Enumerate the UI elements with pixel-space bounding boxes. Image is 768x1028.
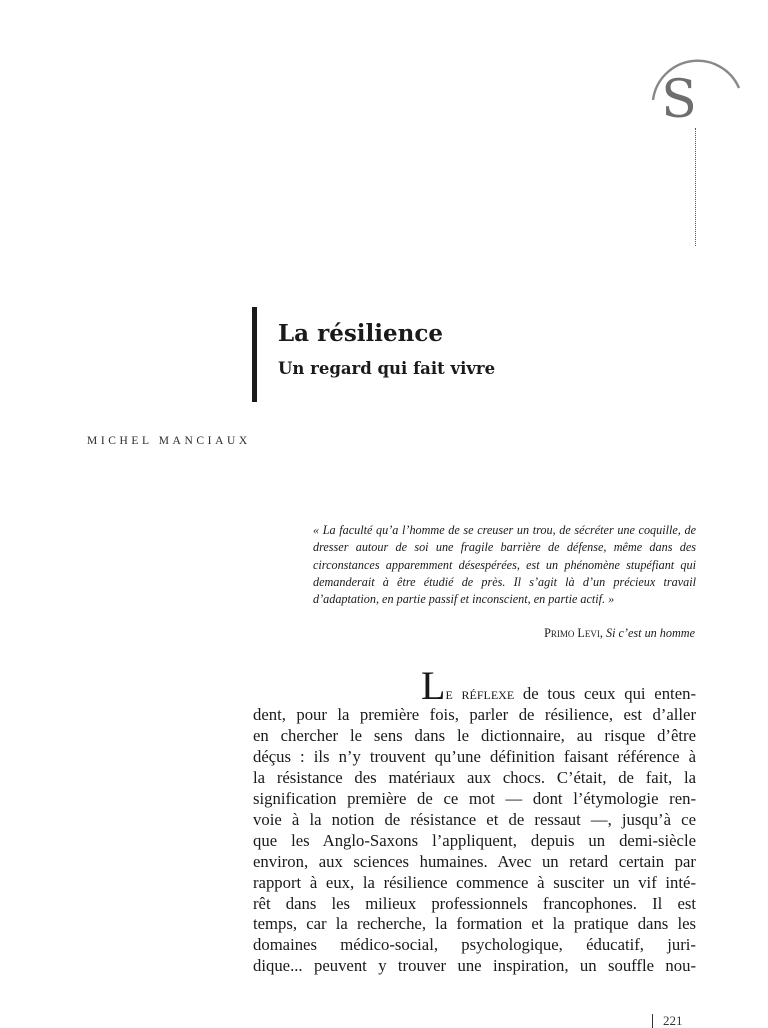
body-line: déçus : ils n’y trouvent qu’une définition faisant référence à [253, 746, 696, 766]
body-line: dent, pour la première fois, parler de résilience, est d’aller [253, 704, 696, 724]
article-title: La résilience [278, 320, 443, 347]
body-line: signification première de ce mot — dont l’étymologie ren- [253, 788, 696, 808]
body-line: environ, aux sciences humaines. Avec un retard certain par [253, 851, 696, 871]
section-letter-ornament [645, 40, 743, 130]
drop-cap: L [421, 663, 446, 708]
attribution-work: Si c’est un homme [605, 626, 695, 640]
attribution-separator: , [599, 626, 606, 640]
lead-smallcaps: e réflexe [445, 684, 515, 703]
body-line: dique... peuvent y trouver une inspiration, un souffle nou- [253, 956, 696, 976]
dotted-rule [695, 128, 696, 246]
section-letter: S [661, 70, 697, 130]
body-line: en chercher le sens dans le dictionnaire, au risque d’être [253, 725, 696, 745]
body-line: domaines médico-social, psychologique, éducatif, juri- [253, 935, 696, 955]
body-line: la résistance des matériaux aux chocs. C’était, de fait, la [253, 767, 696, 787]
body-paragraph [253, 663, 696, 977]
epigraph-attribution [544, 626, 695, 641]
body-line: voie à la notion de résistance et de ressaut —, jusqu’à ce [253, 809, 696, 829]
body-line: rêt dans les milieux professionnels francophones. Il est [253, 893, 696, 913]
first-line-text: de tous ceux qui enten- [514, 684, 696, 703]
article-subtitle: Un regard qui fait vivre [278, 359, 496, 378]
page-number: 221 [652, 1014, 683, 1028]
body-line: que les Anglo-Saxons l’appliquent, depuis un demi-siècle [253, 830, 696, 850]
body-line: rapport à eux, la résilience commence à susciter un vif inté- [253, 872, 696, 892]
title-bar [252, 307, 257, 402]
epigraph-quote: « La faculté qu’a l’homme de se creuser un trou, de sécréter une coquille, de dresser autour de soi une fragile barrière de défense, même dans des circonstances apparemment désespérées, est un phénomène stupéfiant qui demanderait à être étudié de près. Il s’agit là d’un précieux travail d’adaptation, en partie passif et inconscient, en partie actif. » [313, 523, 696, 607]
attribution-author: Primo Levi [544, 626, 600, 640]
body-line: temps, car la recherche, la formation et la pratique dans les [253, 914, 696, 934]
body-first-line [253, 663, 696, 708]
author-name: MICHEL MANCIAUX [87, 435, 251, 447]
